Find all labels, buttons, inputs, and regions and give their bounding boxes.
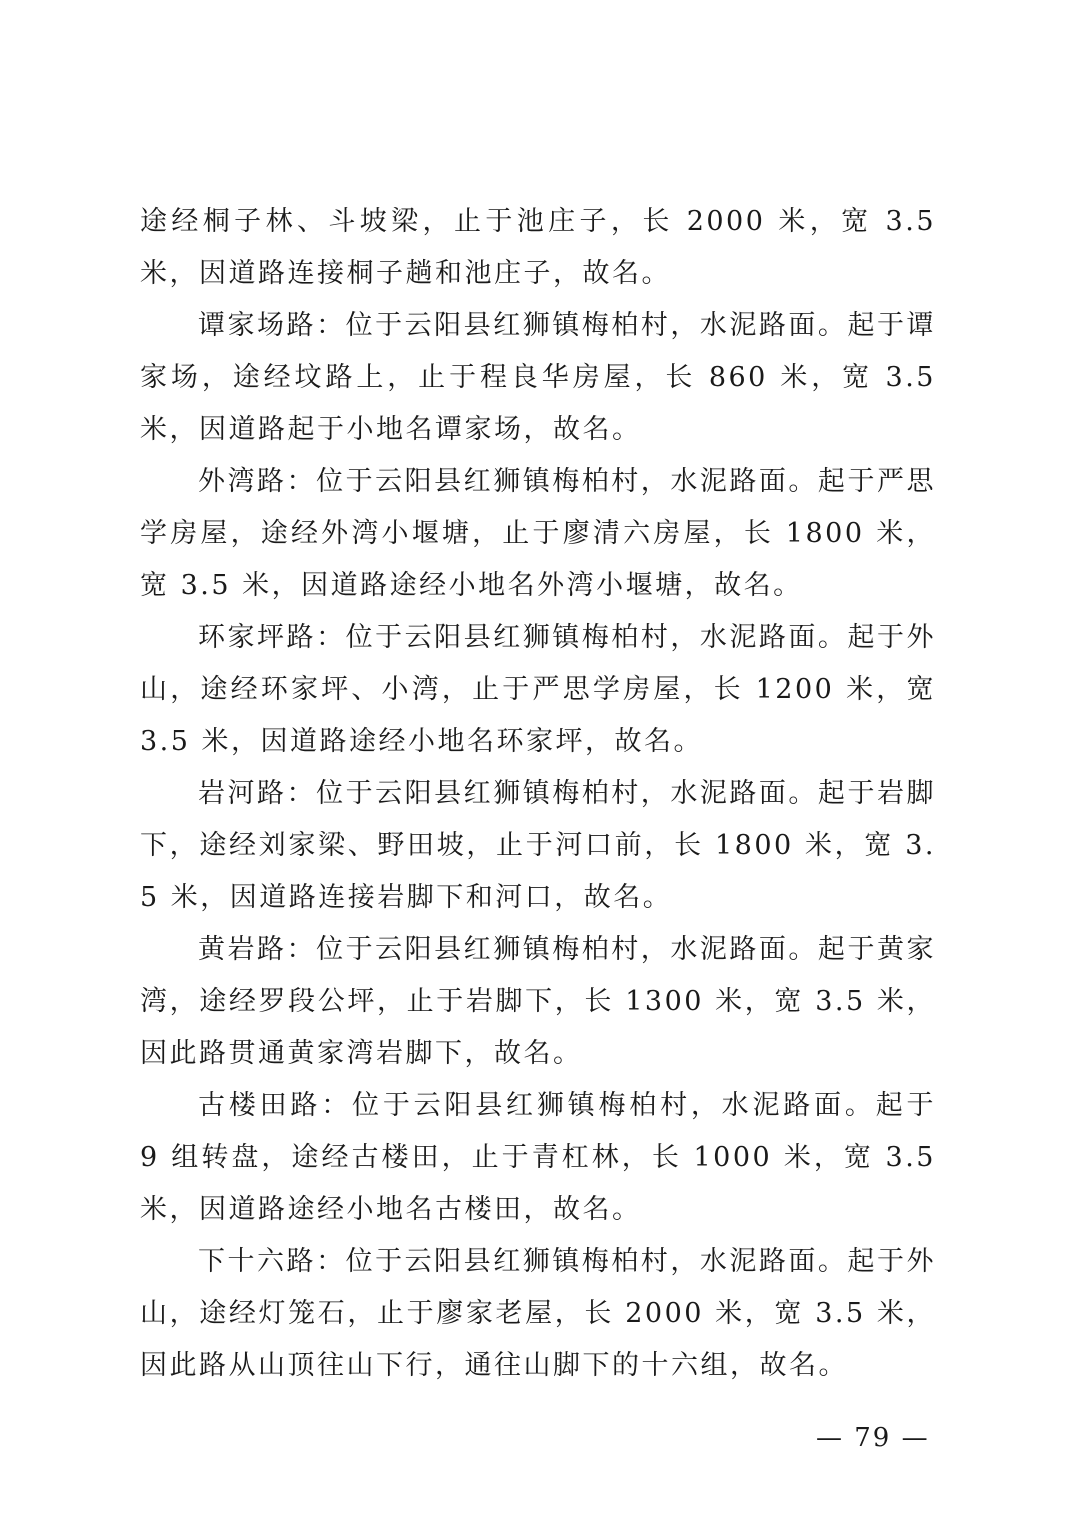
paragraph-xiashiliu-road: 下十六路：位于云阳县红狮镇梅柏村，水泥路面。起于外山，途经灯笼石，止于廖家老屋，长 2000 米，宽 3.5 米，因此路从山顶往山下行，通往山脚下的十六组，故名。	[140, 1246, 936, 1381]
paragraph-waiwan-road: 外湾路：位于云阳县红狮镇梅柏村，水泥路面。起于严思学房屋，途经外湾小堰塘，止于廖清六房屋，长 1800 米，宽 3.5 米，因道路途经小地名外湾小堰塘，故名。	[140, 466, 936, 601]
paragraph-huangyan-road: 黄岩路：位于云阳县红狮镇梅柏村，水泥路面。起于黄家湾，途经罗段公坪，止于岩脚下，长 1300 米，宽 3.5 米，因此路贯通黄家湾岩脚下，故名。	[140, 934, 936, 1069]
paragraph-huanjiaping-road: 环家坪路：位于云阳县红狮镇梅柏村，水泥路面。起于外山，途经环家坪、小湾，止于严思学房屋，长 1200 米，宽 3.5 米，因道路途经小地名环家坪，故名。	[140, 622, 936, 757]
paragraph-tanjiachang-road: 谭家场路：位于云阳县红狮镇梅柏村，水泥路面。起于谭家场，途经坟路上，止于程良华房屋，长 860 米，宽 3.5 米，因道路起于小地名谭家场，故名。	[140, 310, 936, 445]
paragraph-continuation: 途经桐子林、斗坡梁，止于池庄子，长 2000 米，宽 3.5 米，因道路连接桐子趟和池庄子，故名。	[140, 206, 936, 289]
paragraph-gulouitan-road: 古楼田路：位于云阳县红狮镇梅柏村，水泥路面。起于 9 组转盘，途经古楼田，止于青杠林，长 1000 米，宽 3.5 米，因道路途经小地名古楼田，故名。	[140, 1090, 936, 1225]
page-number: — 79 —	[816, 1423, 930, 1453]
paragraph-yanhe-road: 岩河路：位于云阳县红狮镇梅柏村，水泥路面。起于岩脚下，途经刘家梁、野田坡，止于河口前，长 1800 米，宽 3.5 米，因道路连接岩脚下和河口，故名。	[140, 778, 936, 913]
body-text	[140, 196, 936, 1392]
